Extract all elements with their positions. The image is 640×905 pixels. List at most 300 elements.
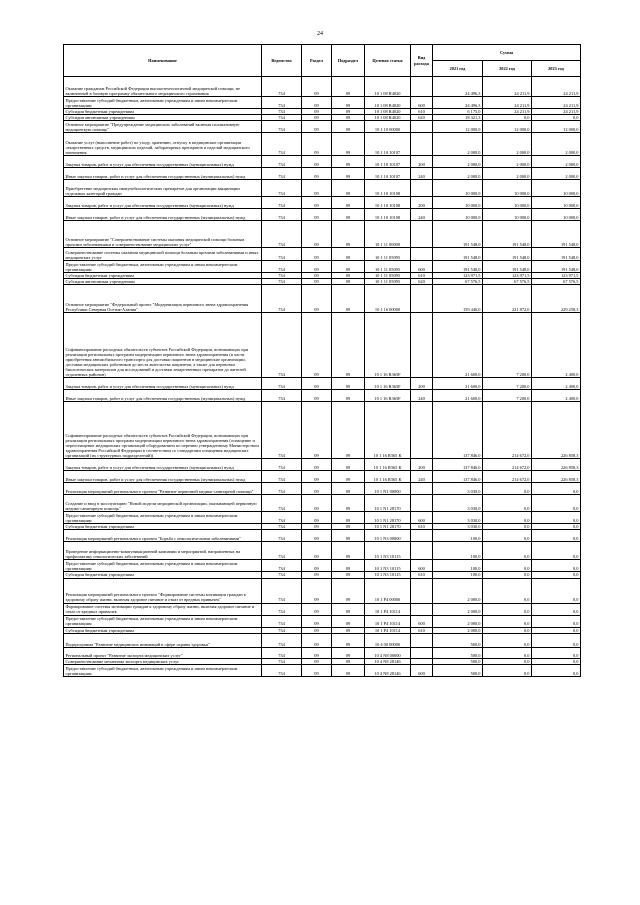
budget-table bbox=[63, 44, 581, 677]
row-expense-type: 200 bbox=[411, 197, 433, 209]
row-sum-2023: 0,0 bbox=[532, 633, 581, 647]
table-row bbox=[64, 483, 581, 495]
row-sum-2023: 24 211,9 bbox=[532, 109, 581, 115]
row-sum-2023: 191 548,0 bbox=[532, 221, 581, 248]
row-razdel: 09 bbox=[302, 471, 332, 483]
row-name: Субсидии бюджетным учреждениям bbox=[64, 109, 262, 115]
table-row bbox=[64, 560, 581, 572]
row-sum-2023: 191 548,0 bbox=[532, 248, 581, 261]
row-sum-2022: 10 000,0 bbox=[483, 209, 532, 221]
row-razdel: 09 bbox=[302, 197, 332, 209]
row-vedomstvo: 734 bbox=[262, 97, 302, 109]
row-razdel: 09 bbox=[302, 658, 332, 664]
row-sum-2021: 159 446,0 bbox=[433, 285, 483, 313]
row-name: Основное мероприятие "Федеральный проект "Модернизация первичного звена здравоохранения Республики Северная Осетия-Алания" bbox=[64, 285, 262, 313]
row-podrazdel: 09 bbox=[332, 261, 365, 273]
row-sum-2022: 7 200,0 bbox=[483, 313, 532, 378]
row-vedomstvo: 734 bbox=[262, 261, 302, 273]
row-expense-type bbox=[411, 402, 433, 459]
row-target-item: 10 1 16 R365 К bbox=[365, 459, 411, 471]
row-sum-2023: 24 211,9 bbox=[532, 77, 581, 97]
row-name: Основное мероприятие "Предупреждение медицинских заболеваний включая паллиативную медицинскую помощь" bbox=[64, 121, 262, 133]
row-razdel: 09 bbox=[302, 560, 332, 572]
header-year-2022: 2022 год bbox=[483, 61, 532, 77]
header-razdel: Раздел bbox=[302, 45, 332, 77]
table-row bbox=[64, 248, 581, 261]
row-sum-2023: 0,0 bbox=[532, 542, 581, 560]
row-expense-type bbox=[411, 495, 433, 512]
row-podrazdel: 09 bbox=[332, 285, 365, 313]
row-sum-2022: 0,0 bbox=[483, 664, 532, 676]
row-name: Реализация мероприятий регионального проекта "Развитие первичной медико-санитарной помощи" bbox=[64, 483, 262, 495]
row-sum-2023: 191 548,0 bbox=[532, 261, 581, 273]
row-vedomstvo: 734 bbox=[262, 209, 302, 221]
row-expense-type bbox=[411, 313, 433, 378]
row-expense-type bbox=[411, 248, 433, 261]
header-podrazdel: Подраздел bbox=[332, 45, 365, 77]
row-sum-2021: 24 496,3 bbox=[433, 77, 483, 97]
row-sum-2023: 10 000,0 bbox=[532, 180, 581, 197]
table-row bbox=[64, 133, 581, 156]
row-target-item: 10 1 16 00000 bbox=[365, 285, 411, 313]
row-sum-2021: 2 000,0 bbox=[433, 133, 483, 156]
row-sum-2022: 0,0 bbox=[483, 572, 532, 578]
row-sum-2023: 0,0 bbox=[532, 560, 581, 572]
table-row bbox=[64, 313, 581, 378]
row-sum-2023: 0,0 bbox=[532, 495, 581, 512]
row-podrazdel: 09 bbox=[332, 221, 365, 248]
row-name: Оказание услуг (выполнение работ) по уходу, хранению, отпуску в медицинские организации лекарственных средств, медицинских изделий, лабораторных препаратов и изделий медицинского назначения bbox=[64, 133, 262, 156]
table-row bbox=[64, 512, 581, 524]
row-sum-2023: 0,0 bbox=[532, 627, 581, 633]
table-row bbox=[64, 647, 581, 658]
row-razdel: 09 bbox=[302, 115, 332, 121]
row-vedomstvo: 734 bbox=[262, 156, 302, 168]
row-vedomstvo: 734 bbox=[262, 285, 302, 313]
row-target-item: 10 1 N3 10115 bbox=[365, 572, 411, 578]
row-sum-2022: 0,0 bbox=[483, 647, 532, 658]
row-podrazdel: 09 bbox=[332, 115, 365, 121]
row-podrazdel: 09 bbox=[332, 197, 365, 209]
page-number: 24 bbox=[317, 31, 323, 37]
table-row bbox=[64, 168, 581, 180]
row-sum-2021: 24 496,3 bbox=[433, 97, 483, 109]
row-podrazdel: 09 bbox=[332, 647, 365, 658]
row-sum-2022: 221 872,0 bbox=[483, 285, 532, 313]
row-expense-type: 600 bbox=[411, 560, 433, 572]
row-sum-2021: 10 000,0 bbox=[433, 197, 483, 209]
row-razdel: 09 bbox=[302, 168, 332, 180]
row-target-item: 10 1 11 00000 bbox=[365, 221, 411, 248]
table-row bbox=[64, 402, 581, 459]
row-sum-2021: 10 000,0 bbox=[433, 180, 483, 197]
row-podrazdel: 09 bbox=[332, 633, 365, 647]
row-sum-2023: 24 211,9 bbox=[532, 97, 581, 109]
row-name: Субсидии бюджетным учреждениям bbox=[64, 273, 262, 279]
row-podrazdel: 09 bbox=[332, 180, 365, 197]
row-razdel: 09 bbox=[302, 261, 332, 273]
row-podrazdel: 09 bbox=[332, 378, 365, 390]
header-expense-type: Вид расхода bbox=[411, 45, 433, 77]
row-sum-2022: 191 548,0 bbox=[483, 248, 532, 261]
row-target-item: 10 1 N3 10115 bbox=[365, 542, 411, 560]
header-vedomstvo: Ведомство bbox=[262, 45, 302, 77]
row-expense-type bbox=[411, 530, 433, 542]
row-vedomstvo: 734 bbox=[262, 512, 302, 524]
row-expense-type: 600 bbox=[411, 97, 433, 109]
row-sum-2021: 21 600,0 bbox=[433, 378, 483, 390]
row-sum-2022: 67 576,5 bbox=[483, 279, 532, 285]
row-target-item: 10 1 P4 10114 bbox=[365, 615, 411, 627]
row-sum-2023: 2 400,0 bbox=[532, 313, 581, 378]
table-row bbox=[64, 459, 581, 471]
row-podrazdel: 09 bbox=[332, 121, 365, 133]
row-name: Субсидии автономным учреждениям bbox=[64, 115, 262, 121]
row-podrazdel: 09 bbox=[332, 209, 365, 221]
row-target-item: 10 1 16 R365F bbox=[365, 313, 411, 378]
row-sum-2023: 67 576,5 bbox=[532, 279, 581, 285]
row-sum-2021: 191 548,0 bbox=[433, 221, 483, 248]
row-vedomstvo: 734 bbox=[262, 313, 302, 378]
row-vedomstvo: 734 bbox=[262, 603, 302, 615]
row-target-item: 10 1 08 R4020 bbox=[365, 97, 411, 109]
row-podrazdel: 09 bbox=[332, 402, 365, 459]
row-target-item: 10 1 P4 10114 bbox=[365, 627, 411, 633]
row-expense-type: 600 bbox=[411, 615, 433, 627]
row-expense-type: 610 bbox=[411, 524, 433, 530]
row-sum-2021: 2 000,0 bbox=[433, 156, 483, 168]
row-expense-type: 200 bbox=[411, 156, 433, 168]
row-vedomstvo: 734 bbox=[262, 542, 302, 560]
table-row bbox=[64, 77, 581, 97]
row-expense-type bbox=[411, 77, 433, 97]
row-vedomstvo: 734 bbox=[262, 524, 302, 530]
row-target-item: 10 1 N1 28170 bbox=[365, 512, 411, 524]
row-expense-type: 240 bbox=[411, 168, 433, 180]
row-vedomstvo: 734 bbox=[262, 615, 302, 627]
row-razdel: 09 bbox=[302, 495, 332, 512]
row-podrazdel: 09 bbox=[332, 273, 365, 279]
row-target-item: 10 1 11 05095 bbox=[365, 248, 411, 261]
row-razdel: 09 bbox=[302, 209, 332, 221]
row-vedomstvo: 734 bbox=[262, 378, 302, 390]
row-name: Оказание гражданам Российской Федерации высокотехнологичной медицинской помощи, не включенной в базовую программу обязательного медицинского страхования bbox=[64, 77, 262, 97]
row-name: Софинансирование расходных обязательств субъектов Российской Федерации, возникающих при реализации региональных программ модернизации первичного звена здравоохранения (оснащение и переоснащение медицинских организаций оборудованием по перечню утвержденному Министерством здравоохранения Российской Федерации в соответствии со стандартами оснащения медицинских организаций (их структурных подразделений)) bbox=[64, 402, 262, 459]
row-vedomstvo: 734 bbox=[262, 572, 302, 578]
row-target-item: 10 1 10 00000 bbox=[365, 121, 411, 133]
row-sum-2021: 3 030,0 bbox=[433, 483, 483, 495]
row-name: Реализация мероприятий регионального проекта "Борьба с онкологическими заболеваниями" bbox=[64, 530, 262, 542]
row-razdel: 09 bbox=[302, 664, 332, 676]
row-vedomstvo: 734 bbox=[262, 471, 302, 483]
row-expense-type: 200 bbox=[411, 378, 433, 390]
row-sum-2021: 100,0 bbox=[433, 542, 483, 560]
row-podrazdel: 09 bbox=[332, 313, 365, 378]
row-name: Приобретение медицинских иммунобиологических препаратов для организации вакцинации отдельных категорий граждан bbox=[64, 180, 262, 197]
row-vedomstvo: 734 bbox=[262, 647, 302, 658]
row-name: Совершенствование системы оказания медицинской помощи больным прочими заболеваниями и иных медицинских услуг bbox=[64, 248, 262, 261]
row-expense-type: 200 bbox=[411, 459, 433, 471]
row-sum-2021: 6 175,0 bbox=[433, 109, 483, 115]
row-sum-2023: 10 000,0 bbox=[532, 197, 581, 209]
row-sum-2022: 191 548,0 bbox=[483, 261, 532, 273]
row-sum-2021: 3 030,0 bbox=[433, 524, 483, 530]
row-podrazdel: 09 bbox=[332, 248, 365, 261]
row-vedomstvo: 734 bbox=[262, 495, 302, 512]
row-vedomstvo: 734 bbox=[262, 168, 302, 180]
header-sum: Сумма bbox=[433, 45, 581, 61]
row-podrazdel: 09 bbox=[332, 168, 365, 180]
row-podrazdel: 09 bbox=[332, 603, 365, 615]
row-target-item: 10 1 P4 00000 bbox=[365, 578, 411, 603]
row-razdel: 09 bbox=[302, 402, 332, 459]
row-expense-type: 610 bbox=[411, 572, 433, 578]
row-razdel: 09 bbox=[302, 633, 332, 647]
row-name: Предоставление субсидий бюджетным, автономным учреждениям и иным некоммерческим организациям bbox=[64, 512, 262, 524]
row-name: Подпрограмма "Развитие медицинских инноваций в сфере охраны здоровья" bbox=[64, 633, 262, 647]
row-razdel: 09 bbox=[302, 77, 332, 97]
row-sum-2021: 500,0 bbox=[433, 664, 483, 676]
row-sum-2023: 0,0 bbox=[532, 603, 581, 615]
row-vedomstvo: 734 bbox=[262, 121, 302, 133]
row-razdel: 09 bbox=[302, 156, 332, 168]
row-sum-2022: 12 000,0 bbox=[483, 121, 532, 133]
row-target-item: 10 1 10 10107 bbox=[365, 156, 411, 168]
row-name: Закупка товаров, работ и услуг для обеспечения государственных (муниципальных) нужд bbox=[64, 156, 262, 168]
row-sum-2021: 500,0 bbox=[433, 647, 483, 658]
row-sum-2022: 2 000,0 bbox=[483, 168, 532, 180]
row-name: Формирование системы мотивации граждан к здоровому образу жизни, включая здоровое питание и отказ от вредных привычек bbox=[64, 603, 262, 615]
row-sum-2021: 2 000,0 bbox=[433, 603, 483, 615]
row-sum-2022: 0,0 bbox=[483, 524, 532, 530]
row-sum-2022: 0,0 bbox=[483, 560, 532, 572]
row-podrazdel: 09 bbox=[332, 658, 365, 664]
row-name: Иные закупки товаров, работ и услуг для обеспечения государственных (муниципальных) нужд bbox=[64, 209, 262, 221]
row-sum-2022: 0,0 bbox=[483, 530, 532, 542]
row-razdel: 09 bbox=[302, 109, 332, 115]
row-podrazdel: 09 bbox=[332, 615, 365, 627]
row-sum-2022: 2 000,0 bbox=[483, 156, 532, 168]
row-podrazdel: 09 bbox=[332, 133, 365, 156]
header-target-item: Целевая статья bbox=[365, 45, 411, 77]
row-name: Иные закупки товаров, работ и услуг для обеспечения государственных (муниципальных) нужд bbox=[64, 390, 262, 402]
row-target-item: 10 1 16 R365 К bbox=[365, 402, 411, 459]
row-razdel: 09 bbox=[302, 524, 332, 530]
table-row bbox=[64, 378, 581, 390]
row-expense-type bbox=[411, 285, 433, 313]
row-target-item: 10 1 10 10107 bbox=[365, 133, 411, 156]
row-sum-2021: 500,0 bbox=[433, 658, 483, 664]
row-target-item: 10 4 00 00000 bbox=[365, 633, 411, 647]
row-expense-type: 600 bbox=[411, 261, 433, 273]
row-razdel: 09 bbox=[302, 221, 332, 248]
row-sum-2023: 226 858,3 bbox=[532, 459, 581, 471]
table-body bbox=[64, 77, 581, 677]
row-sum-2022: 0,0 bbox=[483, 627, 532, 633]
row-sum-2023: 226 858,3 bbox=[532, 471, 581, 483]
row-sum-2021: 2 000,0 bbox=[433, 168, 483, 180]
row-podrazdel: 09 bbox=[332, 279, 365, 285]
row-expense-type bbox=[411, 542, 433, 560]
row-sum-2022: 24 211,9 bbox=[483, 109, 532, 115]
row-name: Предоставление субсидий бюджетным, автономным учреждениям и иным некоммерческим организациям bbox=[64, 261, 262, 273]
row-name: Иные закупки товаров, работ и услуг для обеспечения государственных (муниципальных) нужд bbox=[64, 471, 262, 483]
row-podrazdel: 09 bbox=[332, 530, 365, 542]
row-vedomstvo: 734 bbox=[262, 658, 302, 664]
row-podrazdel: 09 bbox=[332, 483, 365, 495]
row-vedomstvo: 734 bbox=[262, 530, 302, 542]
row-sum-2022: 0,0 bbox=[483, 512, 532, 524]
row-razdel: 09 bbox=[302, 97, 332, 109]
row-sum-2022: 123 971,5 bbox=[483, 273, 532, 279]
row-razdel: 09 bbox=[302, 483, 332, 495]
row-expense-type: 610 bbox=[411, 109, 433, 115]
row-target-item: 10 1 08 R4020 bbox=[365, 109, 411, 115]
row-podrazdel: 09 bbox=[332, 77, 365, 97]
row-expense-type bbox=[411, 603, 433, 615]
row-vedomstvo: 734 bbox=[262, 633, 302, 647]
table-row bbox=[64, 495, 581, 512]
row-sum-2022: 0,0 bbox=[483, 542, 532, 560]
row-target-item: 10 1 11 05095 bbox=[365, 279, 411, 285]
row-sum-2022: 214 672,0 bbox=[483, 459, 532, 471]
table-row bbox=[64, 209, 581, 221]
row-razdel: 09 bbox=[302, 180, 332, 197]
row-vedomstvo: 734 bbox=[262, 578, 302, 603]
row-target-item: 10 1 N1 00000 bbox=[365, 483, 411, 495]
row-podrazdel: 09 bbox=[332, 97, 365, 109]
table-row bbox=[64, 156, 581, 168]
row-sum-2023: 12 000,0 bbox=[532, 121, 581, 133]
row-sum-2023: 2 400,0 bbox=[532, 378, 581, 390]
table-row bbox=[64, 180, 581, 197]
row-expense-type: 240 bbox=[411, 390, 433, 402]
row-vedomstvo: 734 bbox=[262, 664, 302, 676]
row-sum-2023: 0,0 bbox=[532, 115, 581, 121]
row-podrazdel: 09 bbox=[332, 495, 365, 512]
row-target-item: 10 1 16 R365 К bbox=[365, 471, 411, 483]
row-podrazdel: 09 bbox=[332, 578, 365, 603]
table-row bbox=[64, 197, 581, 209]
row-expense-type bbox=[411, 578, 433, 603]
row-sum-2023: 2 000,0 bbox=[532, 156, 581, 168]
row-name: Субсидии автономным учреждениям bbox=[64, 279, 262, 285]
row-sum-2022: 2 000,0 bbox=[483, 133, 532, 156]
row-expense-type: 600 bbox=[411, 512, 433, 524]
row-podrazdel: 09 bbox=[332, 459, 365, 471]
row-target-item: 10 1 10 10108 bbox=[365, 209, 411, 221]
row-sum-2021: 123 971,5 bbox=[433, 273, 483, 279]
table-row bbox=[64, 633, 581, 647]
table-row bbox=[64, 121, 581, 133]
row-razdel: 09 bbox=[302, 248, 332, 261]
row-name: Закупка товаров, работ и услуг для обеспечения государственных (муниципальных) нужд bbox=[64, 197, 262, 209]
row-sum-2021: 2 000,0 bbox=[433, 627, 483, 633]
row-podrazdel: 09 bbox=[332, 156, 365, 168]
row-vedomstvo: 734 bbox=[262, 627, 302, 633]
row-sum-2022: 0,0 bbox=[483, 578, 532, 603]
row-target-item: 10 1 11 05095 bbox=[365, 261, 411, 273]
row-sum-2022: 0,0 bbox=[483, 615, 532, 627]
row-sum-2023: 10 000,0 bbox=[532, 209, 581, 221]
row-sum-2022: 0,0 bbox=[483, 633, 532, 647]
header-name: Наименование bbox=[64, 45, 262, 77]
row-razdel: 09 bbox=[302, 542, 332, 560]
row-target-item: 10 1 N3 00000 bbox=[365, 530, 411, 542]
row-vedomstvo: 734 bbox=[262, 459, 302, 471]
row-sum-2021: 500,0 bbox=[433, 633, 483, 647]
row-name: Иные закупки товаров, работ и услуг для обеспечения государственных (муниципальных) нужд bbox=[64, 168, 262, 180]
table-row bbox=[64, 285, 581, 313]
row-name: Закупка товаров, работ и услуг для обеспечения государственных (муниципальных) нужд bbox=[64, 378, 262, 390]
row-sum-2022: 24 211,9 bbox=[483, 97, 532, 109]
row-sum-2022: 0,0 bbox=[483, 483, 532, 495]
row-sum-2022: 10 000,0 bbox=[483, 180, 532, 197]
row-sum-2021: 3 030,0 bbox=[433, 512, 483, 524]
row-sum-2023: 2 400,0 bbox=[532, 390, 581, 402]
row-sum-2023: 0,0 bbox=[532, 530, 581, 542]
row-name: Создание и ввод в эксплуатацию "Новой модели медицинской организации, оказывающей первичную медико-санитарную помощь" bbox=[64, 495, 262, 512]
row-sum-2022: 0,0 bbox=[483, 115, 532, 121]
row-sum-2023: 0,0 bbox=[532, 647, 581, 658]
row-name: Предоставление субсидий бюджетным, автономным учреждениям и иным некоммерческим организациям bbox=[64, 615, 262, 627]
row-sum-2021: 21 600,0 bbox=[433, 313, 483, 378]
row-sum-2022: 214 672,0 bbox=[483, 471, 532, 483]
row-podrazdel: 09 bbox=[332, 390, 365, 402]
row-sum-2022: 0,0 bbox=[483, 495, 532, 512]
row-name: Региональный проект "Развитие экспорта медицинских услуг" bbox=[64, 647, 262, 658]
row-target-item: 10 1 10 10108 bbox=[365, 197, 411, 209]
row-podrazdel: 09 bbox=[332, 512, 365, 524]
row-target-item: 10 1 10 10107 bbox=[365, 168, 411, 180]
row-sum-2021: 18 321,3 bbox=[433, 115, 483, 121]
row-sum-2021: 3 030,0 bbox=[433, 495, 483, 512]
row-vedomstvo: 734 bbox=[262, 77, 302, 97]
row-razdel: 09 bbox=[302, 133, 332, 156]
row-target-item: 10 1 11 05095 bbox=[365, 273, 411, 279]
row-sum-2022: 10 000,0 bbox=[483, 197, 532, 209]
row-sum-2023: 0,0 bbox=[532, 483, 581, 495]
row-name: Предоставление субсидий бюджетным, автономным учреждениям и иным некоммерческим организациям bbox=[64, 664, 262, 676]
row-podrazdel: 09 bbox=[332, 627, 365, 633]
row-razdel: 09 bbox=[302, 279, 332, 285]
row-sum-2022: 0,0 bbox=[483, 603, 532, 615]
row-vedomstvo: 734 bbox=[262, 560, 302, 572]
row-name: Предоставление субсидий бюджетным, автономным учреждениям и иным некоммерческим организациям bbox=[64, 560, 262, 572]
table-row bbox=[64, 615, 581, 627]
row-expense-type bbox=[411, 133, 433, 156]
row-razdel: 09 bbox=[302, 647, 332, 658]
row-sum-2022: 7 200,0 bbox=[483, 378, 532, 390]
row-razdel: 09 bbox=[302, 578, 332, 603]
row-vedomstvo: 734 bbox=[262, 221, 302, 248]
row-sum-2022: 24 211,9 bbox=[483, 77, 532, 97]
row-vedomstvo: 734 bbox=[262, 483, 302, 495]
table-row bbox=[64, 530, 581, 542]
row-expense-type bbox=[411, 483, 433, 495]
row-razdel: 09 bbox=[302, 459, 332, 471]
row-sum-2023: 0,0 bbox=[532, 512, 581, 524]
row-razdel: 09 bbox=[302, 285, 332, 313]
row-podrazdel: 09 bbox=[332, 560, 365, 572]
row-razdel: 09 bbox=[302, 121, 332, 133]
row-name: Субсидии бюджетным учреждениям bbox=[64, 572, 262, 578]
row-sum-2022: 7 200,0 bbox=[483, 390, 532, 402]
header-year-2023: 2023 год bbox=[532, 61, 581, 77]
row-sum-2021: 100,0 bbox=[433, 560, 483, 572]
row-razdel: 09 bbox=[302, 390, 332, 402]
row-sum-2021: 2 000,0 bbox=[433, 615, 483, 627]
